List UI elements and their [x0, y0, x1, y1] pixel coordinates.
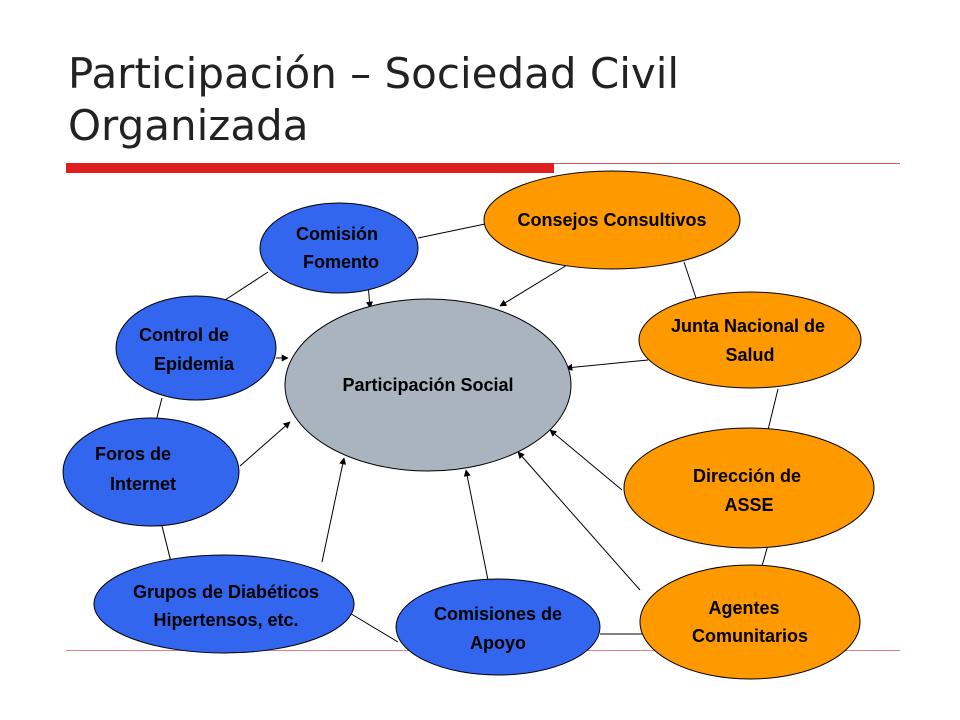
- node-label-line2: Hipertensos, etc.: [153, 610, 299, 630]
- node-label-line2: Fomento: [303, 252, 379, 272]
- node-label-line1: Agentes: [708, 598, 780, 618]
- node-comision-fomento: [260, 203, 418, 293]
- node-label-line2: Salud: [725, 345, 775, 365]
- node-consejos-consultivos: [484, 171, 740, 269]
- node-label-line1: Foros de: [94, 444, 172, 464]
- slide-title-line1: Participación – Sociedad Civil: [68, 49, 680, 98]
- arrow-junta-to-center: [566, 360, 648, 368]
- node-foros-internet: [63, 418, 239, 526]
- node-label: Consejos Consultivos: [517, 210, 707, 230]
- node-label-line1: Comisión: [295, 224, 379, 244]
- arrow-direccion-to-center: [550, 430, 622, 490]
- arrow-comisiones-to-center: [466, 470, 488, 580]
- node-junta-nacional-salud: [639, 292, 861, 388]
- node-agentes-comunitarios: [640, 565, 860, 679]
- node-comisiones-apoyo: [396, 579, 600, 675]
- slide-title-line2: Organizada: [68, 101, 309, 150]
- ring-connector: [684, 262, 696, 298]
- node-label-line1: Comisiones de: [433, 604, 563, 624]
- node-grupos-diabeticos: [94, 555, 354, 653]
- arrow-grupos-to-center: [322, 458, 344, 562]
- ring-connector: [768, 389, 778, 430]
- node-label-line1: Dirección de: [692, 466, 802, 486]
- node-label-line1: Junta Nacional de: [670, 316, 826, 336]
- ring-connector: [348, 612, 398, 642]
- node-label-line2: ASSE: [724, 495, 774, 515]
- arrow-agentes-to-center: [518, 452, 640, 590]
- arrow-foros-to-center: [240, 422, 290, 466]
- node-label-line1: Control de: [139, 325, 229, 345]
- node-control-epidemia: [116, 296, 276, 400]
- center-node-participacion-social: [285, 299, 571, 471]
- node-direccion-asse: [624, 428, 874, 548]
- node-label-line2: Comunitarios: [691, 626, 809, 646]
- node-label-line2: Apoyo: [470, 633, 526, 653]
- arrow-consejos-to-center: [500, 262, 572, 306]
- node-label-line1: Grupos de Diabéticos: [132, 582, 320, 602]
- ring-connector: [222, 272, 268, 302]
- center-node-label: Participación Social: [342, 375, 514, 395]
- ring-connector: [418, 224, 485, 238]
- node-label-line2: Epidemia: [153, 354, 235, 374]
- node-label-line2: Internet: [109, 474, 177, 494]
